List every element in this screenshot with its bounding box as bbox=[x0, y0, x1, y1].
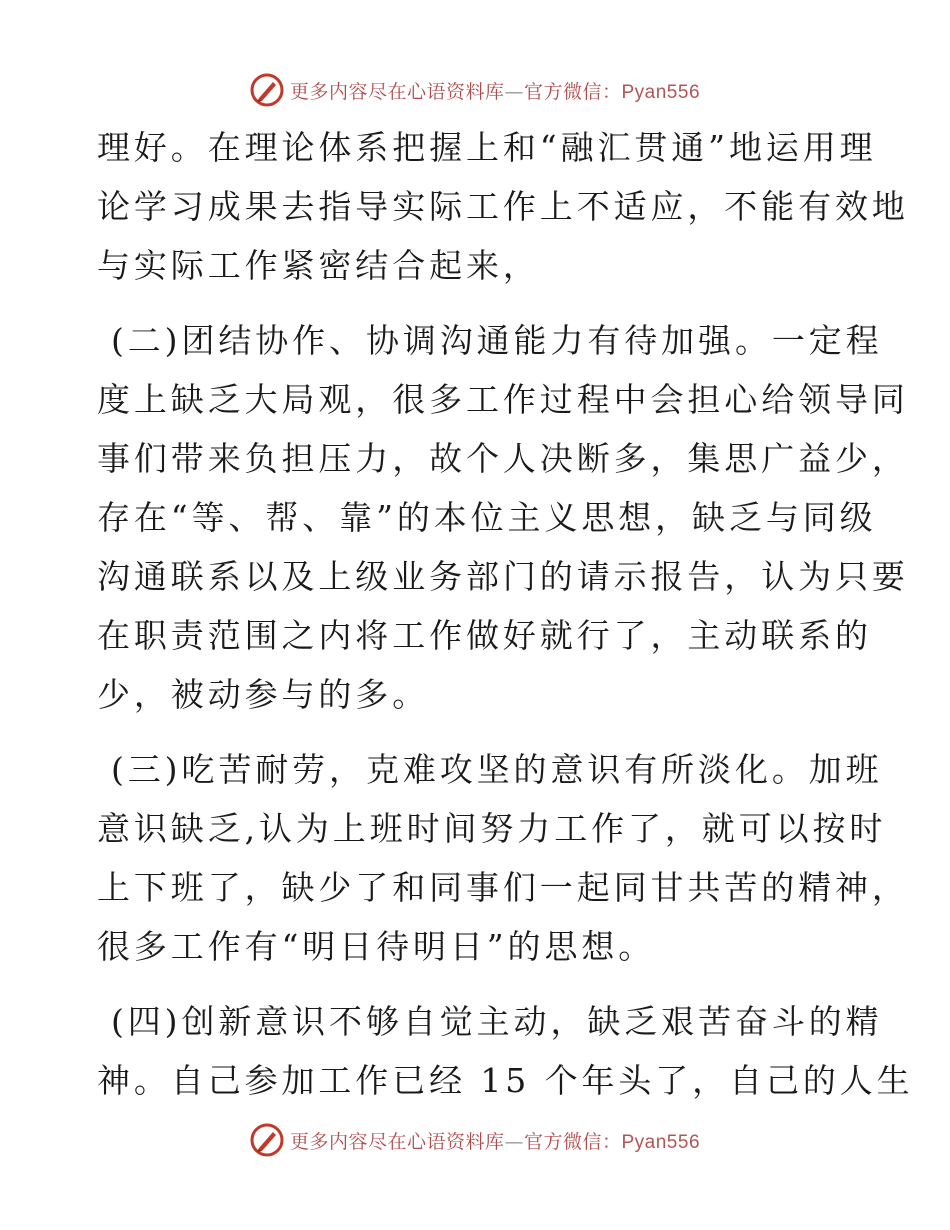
text-line: 在职责范围之内将工作做好就行了，主动联系的 bbox=[97, 616, 872, 655]
text-line: 很多工作有“明日待明日”的思想。 bbox=[97, 927, 656, 966]
text-line: (四)创新意识不够自觉主动，缺乏艰苦奋斗的精 bbox=[111, 1002, 883, 1041]
header-wechat-id: Pyan556 bbox=[621, 81, 701, 103]
footer-separator: — bbox=[504, 1130, 524, 1153]
text-line: (三)吃苦耐劳，克难攻坚的意识有所淡化。加班 bbox=[111, 750, 883, 789]
text-line: 上下班了，缺少了和同事们一起同甘共苦的精神， bbox=[97, 868, 909, 907]
pen-logo-icon bbox=[250, 1123, 284, 1157]
header-wechat-label: 官方微信： bbox=[523, 80, 622, 103]
footer-wechat-label: 官方微信： bbox=[523, 1130, 622, 1153]
header-brand bbox=[290, 77, 700, 104]
text-line: 事们带来负担压力，故个人决断多，集思广益少， bbox=[97, 439, 909, 478]
text-line: 沟通联系以及上级业务部门的请示报告，认为只要 bbox=[97, 557, 909, 596]
paragraph-2 bbox=[97, 311, 909, 724]
text-line: 意识缺乏,认为上班时间努力工作了，就可以按时 bbox=[97, 809, 887, 848]
text-line: 神。自己参加工作已经 15 个年头了，自己的人生 bbox=[97, 1061, 914, 1100]
pen-logo-icon bbox=[250, 73, 284, 107]
footer-brand-text: 更多内容尽在心语资料库 bbox=[289, 1130, 505, 1153]
footer-wechat-id: Pyan556 bbox=[621, 1131, 701, 1153]
text-line: 与实际工作紧密结合起来， bbox=[97, 246, 540, 285]
paragraph-1 bbox=[97, 118, 909, 295]
text-line: 理好。在理论体系把握上和“融汇贯通”地运用理 bbox=[97, 128, 877, 167]
text-line: (二)团结协作、协调沟通能力有待加强。一定程 bbox=[111, 321, 883, 360]
header-brand-text: 更多内容尽在心语资料库 bbox=[289, 80, 505, 103]
text-line: 论学习成果去指导实际工作上不适应，不能有效地 bbox=[97, 187, 909, 226]
document-body bbox=[97, 118, 914, 1110]
header-watermark bbox=[0, 70, 950, 110]
text-line: 存在“等、帮、靠”的本位主义思想，缺乏与同级 bbox=[97, 498, 877, 537]
header-separator: — bbox=[504, 80, 524, 103]
paragraph-4 bbox=[97, 992, 914, 1110]
text-line: 少，被动参与的多。 bbox=[97, 675, 430, 714]
text-line: 度上缺乏大局观，很多工作过程中会担心给领导同 bbox=[97, 380, 909, 419]
footer-brand bbox=[290, 1127, 700, 1154]
footer-watermark bbox=[0, 1120, 950, 1160]
paragraph-3 bbox=[97, 740, 909, 976]
